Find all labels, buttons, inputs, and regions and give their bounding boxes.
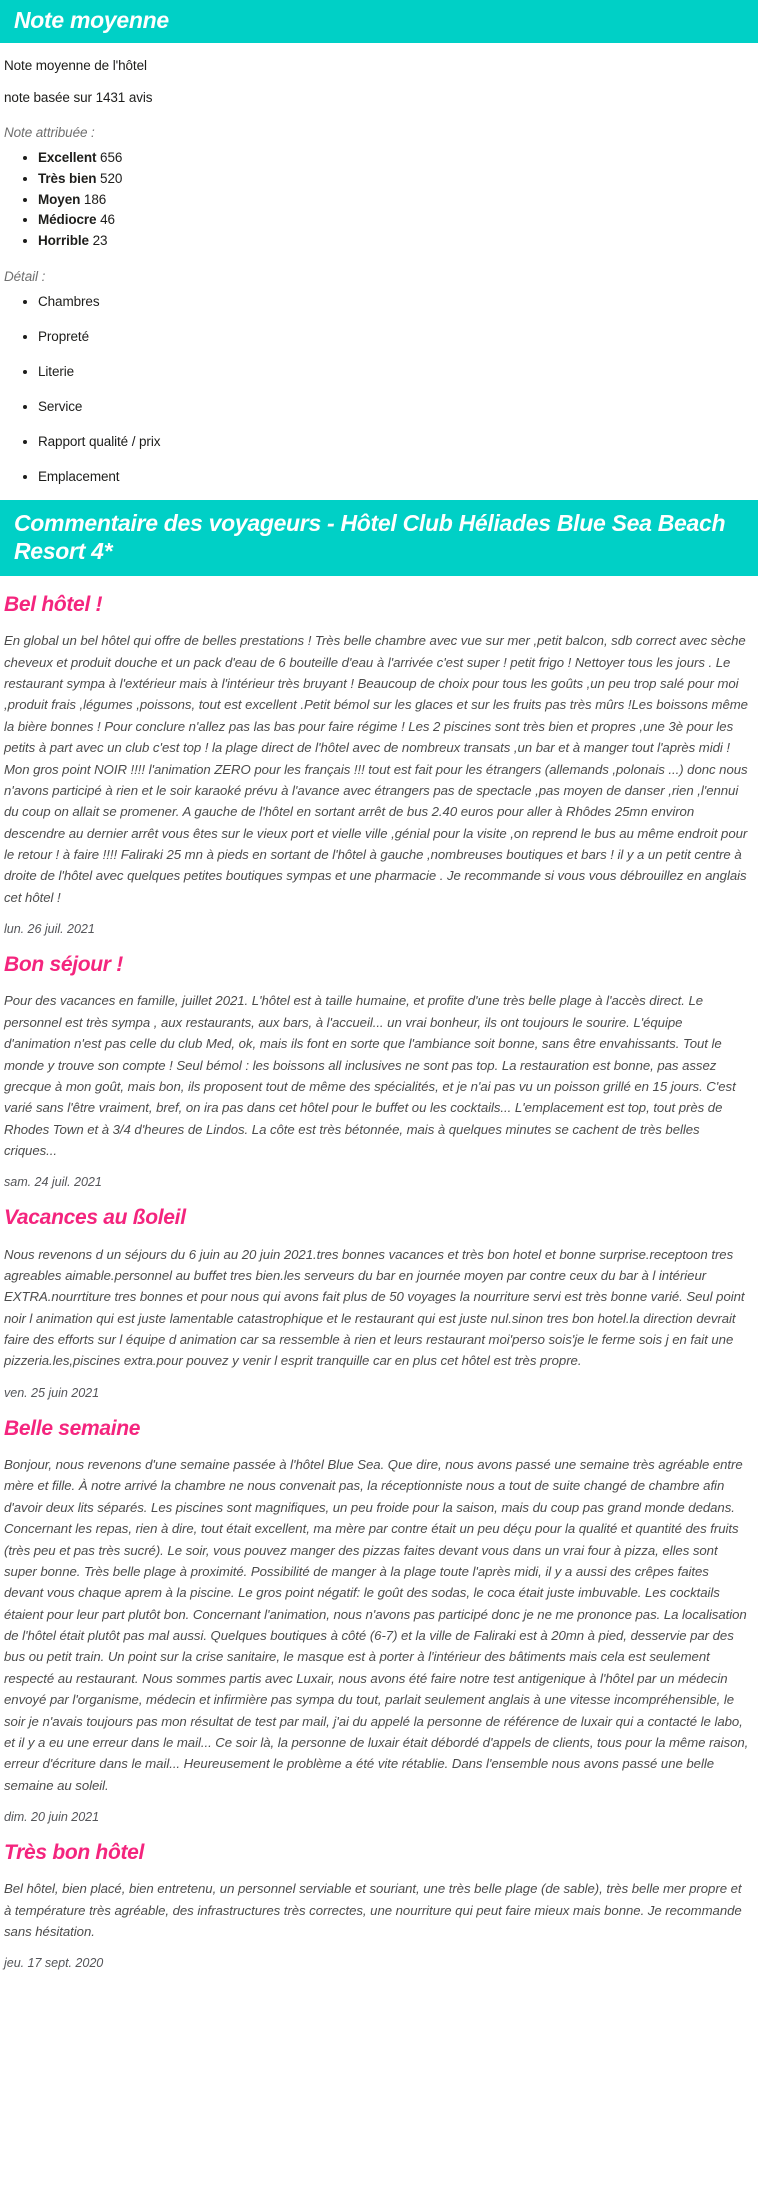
review-title: Vacances au ßoleil	[4, 1206, 186, 1230]
review-item	[4, 952, 750, 1189]
review-date: ven. 25 juin 2021	[4, 1385, 100, 1400]
list-item	[38, 210, 748, 231]
list-item: • Chambres	[38, 294, 748, 309]
detail-criteria-list	[4, 294, 748, 484]
list-item: • Service	[38, 399, 748, 414]
review-item	[4, 592, 750, 936]
review-body: Bel hôtel, bien placé, bien entretenu, un personnel serviable et souriant, une très belle plage (de sable), très belle mer propre et à température très agréable, des infrastructures très correctes, une nourriture qui peut faire mieux mais bonne. Je recommande sans hésitation.	[4, 1881, 742, 1939]
review-list	[0, 592, 758, 1970]
review-item	[4, 1840, 750, 1970]
rating-label: Excellent	[38, 150, 97, 166]
list-item	[38, 169, 748, 190]
list-item: • Propreté	[38, 329, 748, 344]
review-date: lun. 26 juil. 2021	[4, 922, 95, 937]
review-body: Bonjour, nous revenons d'une semaine passée à l'hôtel Blue Sea. Que dire, nous avons passé une semaine très agréable entre mère et fille. À notre arrivé la chambre ne nous convenait pas, la réceptionniste nous a tout de suite changé de chambre afin d'avoir deux lits séparés. Les piscines sont magnifiques, un peu froide pour la saison, mais du coup pas grand monde dedans. Concernant les repas, rien à dire, tout était excellent, ma mère par contre était un peu déçu pour la qualité et quantité des fruits (très peu et pas très sucré). Le soir, vous pouvez manger des pizzas faites devant vous dans un vrai four à pizza, elles sont super bonne. Très belle plage à proximité. Possibilité de manger à la plage toute l'après midi, il y a aussi des crêpes faites devant vous chaque aprem à la piscine. Le gros point négatif: le goût des sodas, le coca était juste imbuvable. Les cocktails étaient pour leur part plutôt bon. Concernant l'animation, nous n'avons pas participé donc je ne me prononce pas. La localisation de l'hôtel était plutôt pas mal aussi. Quelques boutiques à côté (6-7) et la ville de Faliraki est à 20mn à pied, desservie par des bus ou petit train. Un point sur la crise sanitaire, le masque est à porter à l'intérieur des bâtiments mais cela est seulement respecté au restaurant. Nous sommes partis avec Luxair, nous avons été faire notre test antigenique à l'hôtel par un médecin envoyé par l'organisme, médecin et infirmière pas sympa du tout, parlait seulement anglais à une vitesse incompréhensible, le soir je n'avais toujours pas mon résultat de test par mail, j'ai du appelé la personne de référence de luxair qui a contacté le labo, et il y a eu une erreur dans le mail... Ce soir là, la personne de luxair était débordé d'appels de clients, tous pour la même raison, erreur d'écriture dans le mail... Heureusement le problème a été vite rétablie. Dans l'ensemble nous avons passé une belle semaine au soleil.	[4, 1457, 749, 1793]
rating-count: 520	[100, 171, 123, 186]
rating-distribution-list	[4, 148, 748, 251]
review-count-basis: note basée sur 1431 avis	[4, 90, 153, 106]
list-item	[38, 231, 748, 252]
rating-label: Médiocre	[38, 212, 97, 228]
review-title: Bel hôtel !	[4, 593, 103, 617]
review-date: dim. 20 juin 2021	[4, 1810, 100, 1825]
rating-label: Moyen	[38, 191, 81, 207]
review-title: Belle semaine	[4, 1416, 141, 1440]
review-title: Très bon hôtel	[4, 1841, 145, 1865]
rating-count: 186	[83, 191, 107, 207]
list-item	[38, 148, 748, 169]
review-date: sam. 24 juil. 2021	[4, 1175, 102, 1190]
review-item	[4, 1416, 750, 1824]
average-rating-body	[0, 57, 758, 484]
list-item: • Emplacement	[38, 469, 748, 484]
review-title: Bon séjour !	[4, 953, 123, 977]
rating-count: 46	[100, 212, 115, 228]
rating-count: 656	[100, 150, 123, 166]
rating-label: Très bien	[38, 171, 97, 186]
review-body: En global un bel hôtel qui offre de belles prestations ! Très belle chambre avec vue sur mer ,petit balcon, sdb correct avec sèche cheveux et produit douche et un pack d'eau de 6 bouteille d'eau à l'arrivée c'est super ! petit frigo ! Nettoyer tous les jours . Le restaurant sympa à l'extérieur mais à l'intérieur très bruyant ! Beaucoup de choix pour tous les goûts ,un peu trop salé pour moi ,produit frais ,légumes ,poissons, tout est excellent .Petit bémol sur les glaces et sur les fruits pas très mûrs !Les boissons même la bière bonnes ! Pour conclure n'allez pas las bas pour faire régime ! Les 2 piscines sont très bien et propres ,une 3è pour les petits à part avec un club c'est top ! la plage direct de l'hôtel avec de nombreux transats ,un bar et à manger tout l'après midi ! Mon gros point NOIR !!!! l'animation ZERO pour les français !!! tout est fait pour les étrangers (allemands ,polonais ...) donc nous n'avons participé à rien et le soir karaoké prévu à l'avance avec étrangers pas de spectacle ,pas moyen de danser ,rien ,l'ennui du coup on allait se promener. A gauche de l'hôtel en sortant arrêt de bus 2.40 euros pour aller à Rhôdes 25mn environ descendre au dernier arrêt vous êtes sur le vieux port et vielle ville ,génial pour la visite ,on reprend le bus au même endroit pour le retour ! à faire !!!! Faliraki 25 mn à pieds en sortant de l'hôtel à gauche ,nombreuses boutiques et bars ! il y a un petit centre à droite de l'hôtel avec quelques petites boutiques sympas et une pharmacie . Je recommande si vous vous débrouillez en anglais cet hôtel !	[4, 633, 748, 905]
review-body: Pour des vacances en famille, juillet 2021. L'hôtel est à taille humaine, et profite d'une très belle plage à l'accès direct. Le personnel est très sympa , aux restaurants, aux bars, à l'accueil... un vrai bonheur, ils ont toujours le sourire. L'équipe d'animation n'est pas celle du club Med, ok, mais ils font en sorte que l'ambiance soit bonne, sans être envahissants. Tout le monde y trouve son compte ! Seul bémol : les boissons all inclusives ne sont pas top. La restauration est bonne, pas assez grecque à mon goût, mais bon, ils proposent tout de même des spécialités, et je n'ai pas vu un poisson grillé en 15 jours. C'est varié sans l'être vraiment, bref, on ira pas dans cet hôtel pour le buffet ou les cocktails... L'emplacement est top, tout près de Rhodes Town et à 3/4 d'heures de Lindos. La côte est très bétonnée, mais à quelques minutes se cachent de très belles criques...	[4, 993, 736, 1159]
review-body: Nous revenons d un séjours du 6 juin au 20 juin 2021.tres bonnes vacances et très bon hotel et bonne surprise.receptoon tres agreables aimable.personnel au buffet tres bien.les serveurs du bar en journée moyen par contre ceux du bar à l intérieur EXTRA.nourrtiture tres bonnes et pour nous qui avons fait plus de 50 voyages la nourriture servi est très bonne varié. Seul point noir l animation qui est juste lamentable catastrophique et le restaurant qui est juste nul.sinon tres bon hotel.la direction devrait faire des efforts sur l équipe d animation car sa ressemble à rien et leurs restaurant moi'perso sois'je le ferme sois j en fait une pizzeria.les,piscines extra.pour pouvez y venir l esprit tranquille car en plus cet hôtel est très propre.	[4, 1246, 745, 1369]
rating-label: Horrible	[38, 232, 89, 248]
average-rating-banner-title: Note moyenne	[14, 7, 169, 33]
review-item	[4, 1205, 750, 1399]
traveller-reviews-banner	[0, 500, 758, 576]
rating-count: 23	[92, 232, 108, 248]
list-item: • Rapport qualité / prix	[38, 434, 748, 449]
rating-distribution-label: Note attribuée :	[4, 125, 95, 141]
hotel-average-subtitle: Note moyenne de l'hôtel	[4, 58, 147, 74]
detail-criteria-label: Détail :	[4, 269, 46, 285]
list-item	[38, 190, 748, 211]
list-item: • Literie	[38, 364, 748, 379]
review-date: jeu. 17 sept. 2020	[4, 1956, 104, 1971]
traveller-reviews-banner-title: Commentaire des voyageurs - Hôtel Club Héliades Blue Sea Beach Resort 4*	[14, 510, 726, 565]
average-rating-banner	[0, 0, 758, 43]
